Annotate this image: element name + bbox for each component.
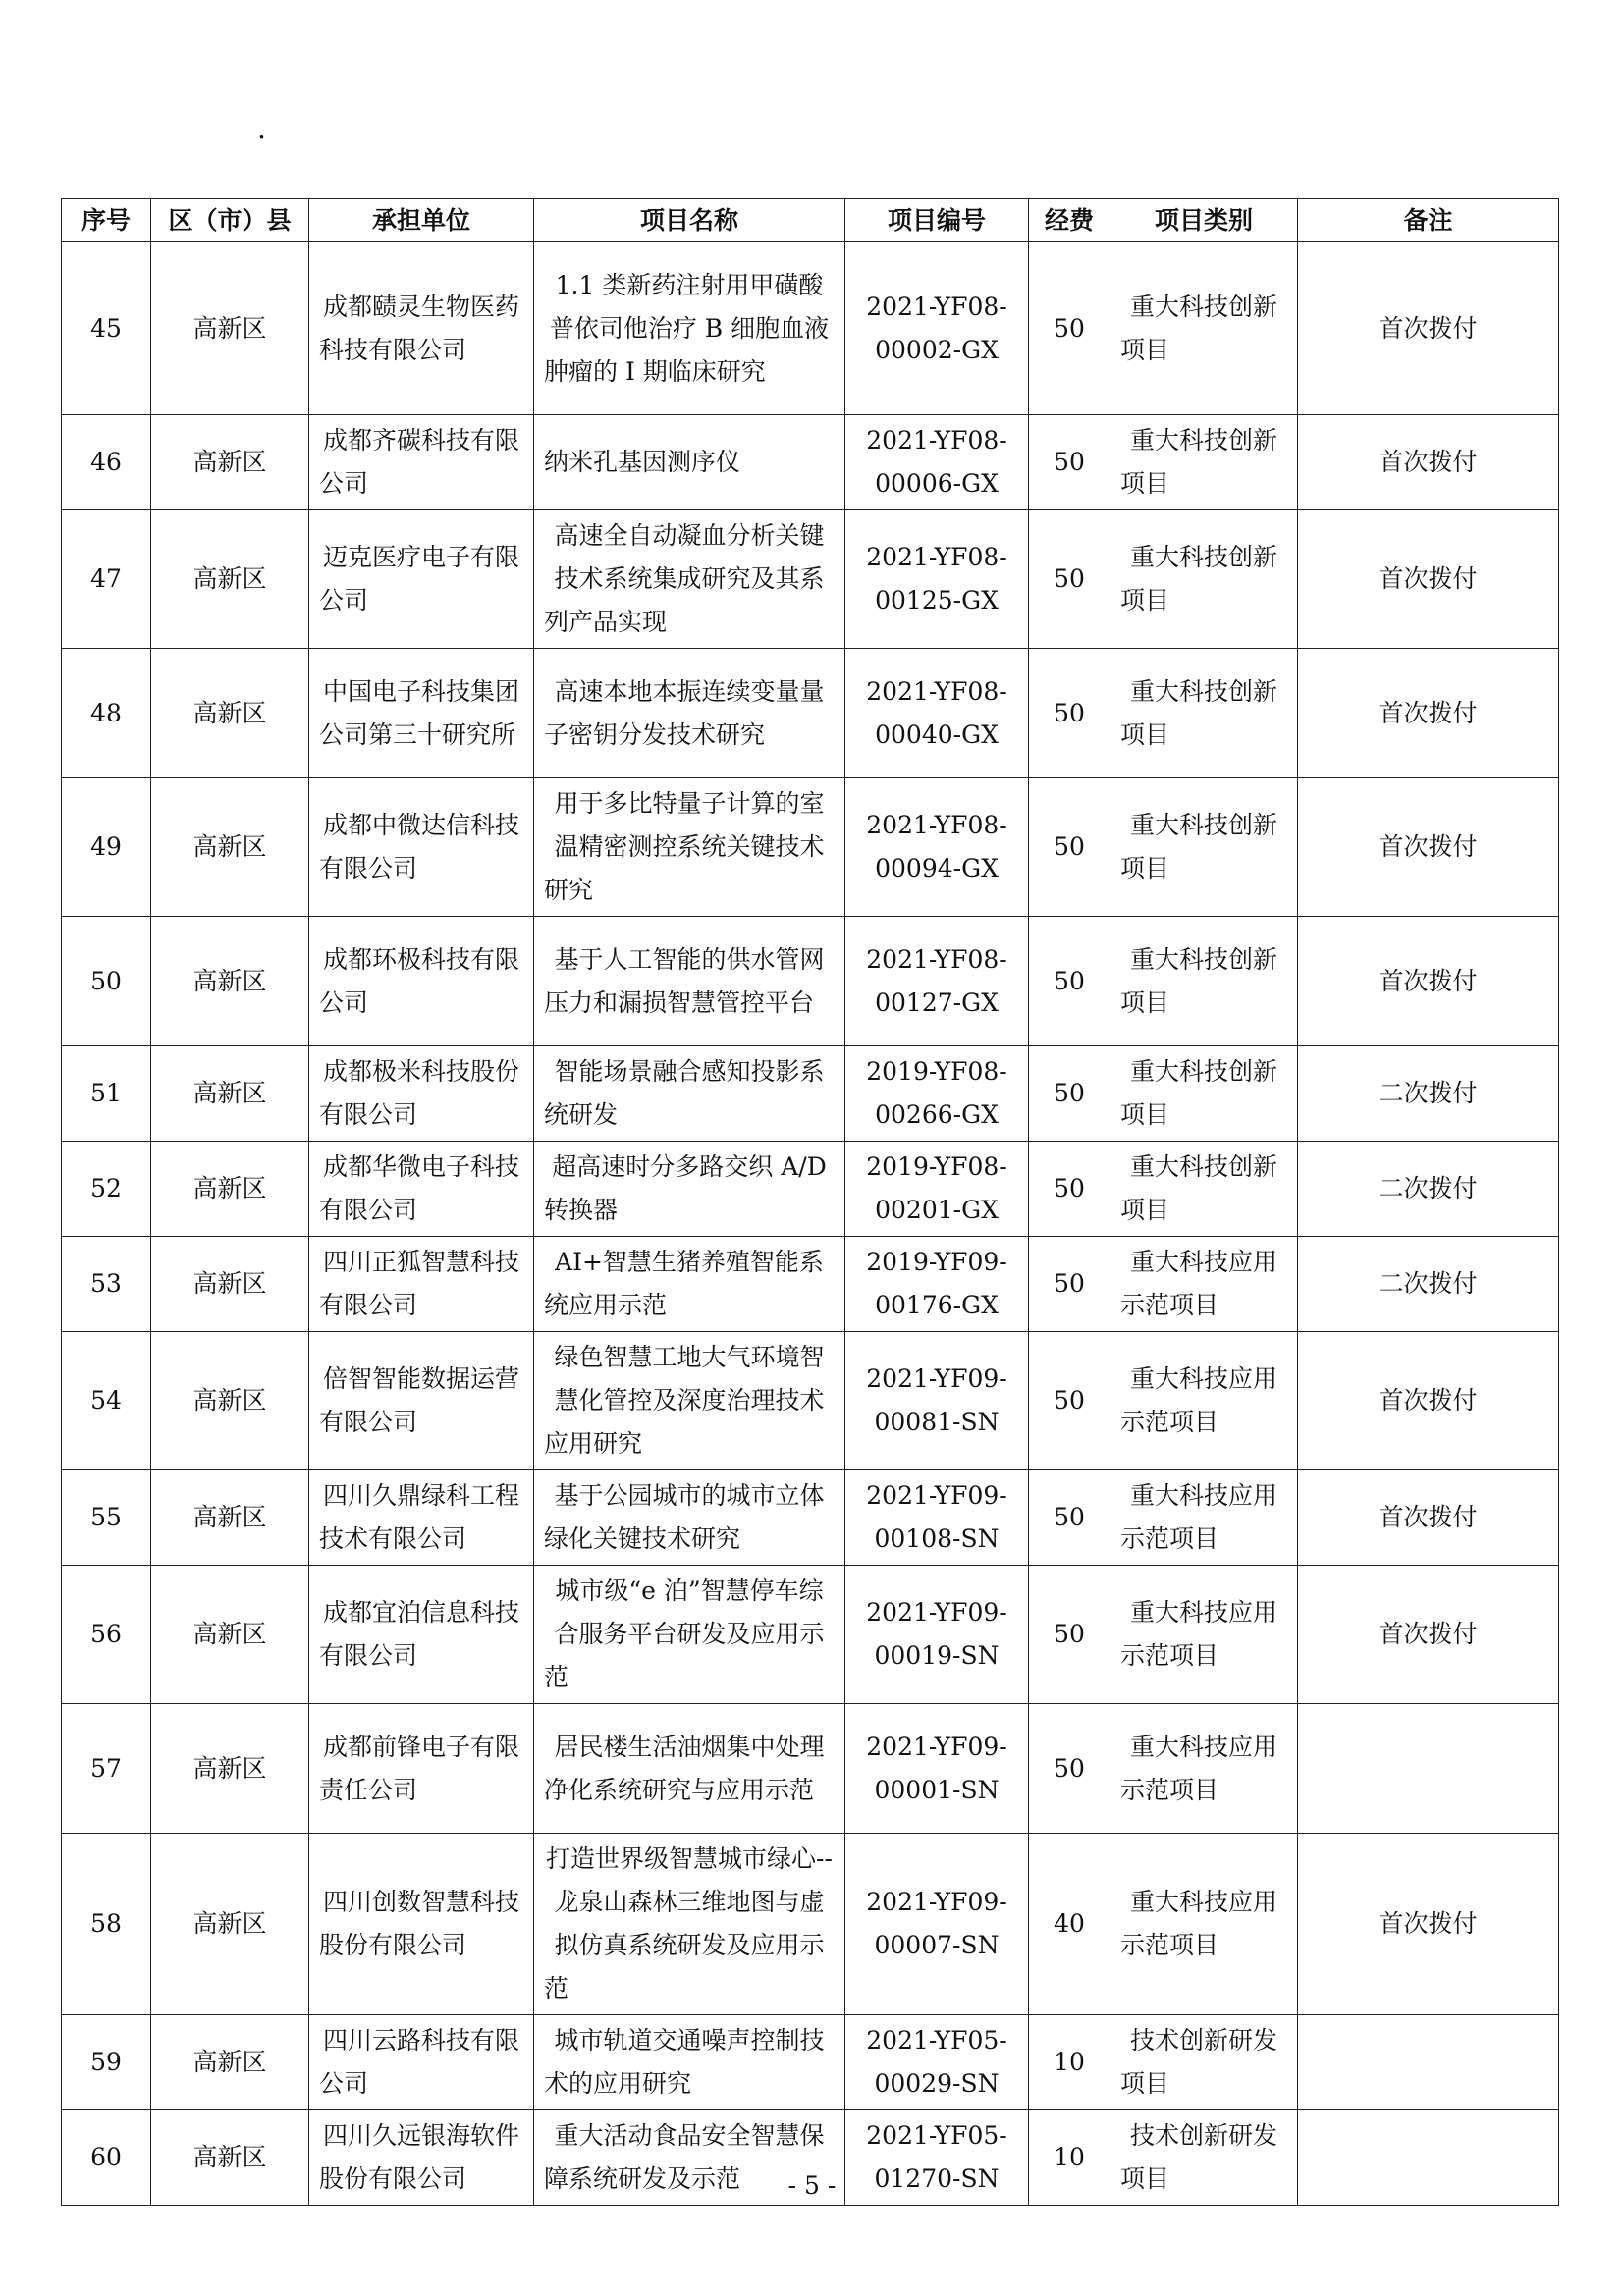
cell-no: 46 bbox=[62, 415, 151, 510]
table-row bbox=[62, 1046, 1559, 1142]
cell-category: 重大科技应用示范项目 bbox=[1110, 1237, 1298, 1332]
table-row bbox=[62, 1566, 1559, 1704]
cell-code: 2019-YF08-00201-GX bbox=[845, 1142, 1029, 1237]
cell-funding: 50 bbox=[1029, 917, 1110, 1046]
cell-district: 高新区 bbox=[151, 2015, 309, 2110]
table-row bbox=[62, 415, 1559, 510]
cell-project: 基于人工智能的供水管网压力和漏损智慧管控平台 bbox=[534, 917, 845, 1046]
cell-project: 用于多比特量子计算的室温精密测控系统关键技术研究 bbox=[534, 778, 845, 917]
cell-no: 59 bbox=[62, 2015, 151, 2110]
cell-no: 47 bbox=[62, 510, 151, 649]
cell-code: 2021-YF08-00002-GX bbox=[845, 242, 1029, 415]
cell-category: 重大科技应用示范项目 bbox=[1110, 1470, 1298, 1566]
cell-unit: 成都华微电子科技有限公司 bbox=[309, 1142, 534, 1237]
cell-note bbox=[1298, 2015, 1559, 2110]
table-row bbox=[62, 649, 1559, 778]
cell-district: 高新区 bbox=[151, 1566, 309, 1704]
cell-note: 首次拨付 bbox=[1298, 242, 1559, 415]
cell-note: 首次拨付 bbox=[1298, 1834, 1559, 2015]
cell-project: 超高速时分多路交织 A/D 转换器 bbox=[534, 1142, 845, 1237]
cell-category: 技术创新研发项目 bbox=[1110, 2110, 1298, 2206]
table-row bbox=[62, 1704, 1559, 1834]
col-header-unit: 承担单位 bbox=[309, 199, 534, 242]
table-row bbox=[62, 242, 1559, 415]
cell-funding: 50 bbox=[1029, 1332, 1110, 1470]
col-header-code: 项目编号 bbox=[845, 199, 1029, 242]
cell-note: 首次拨付 bbox=[1298, 778, 1559, 917]
table-row bbox=[62, 778, 1559, 917]
cell-note: 首次拨付 bbox=[1298, 917, 1559, 1046]
cell-category: 重大科技创新项目 bbox=[1110, 415, 1298, 510]
cell-code: 2021-YF05-01270-SN bbox=[845, 2110, 1029, 2206]
cell-district: 高新区 bbox=[151, 1704, 309, 1834]
cell-no: 51 bbox=[62, 1046, 151, 1142]
cell-funding: 40 bbox=[1029, 1834, 1110, 2015]
cell-unit: 四川久远银海软件股份有限公司 bbox=[309, 2110, 534, 2206]
cell-district: 高新区 bbox=[151, 1046, 309, 1142]
cell-no: 52 bbox=[62, 1142, 151, 1237]
cell-unit: 四川久鼎绿科工程技术有限公司 bbox=[309, 1470, 534, 1566]
cell-category: 重大科技创新项目 bbox=[1110, 1142, 1298, 1237]
cell-project: 智能场景融合感知投影系统研发 bbox=[534, 1046, 845, 1142]
cell-project: AI+智慧生猪养殖智能系统应用示范 bbox=[534, 1237, 845, 1332]
col-header-project: 项目名称 bbox=[534, 199, 845, 242]
cell-category: 重大科技创新项目 bbox=[1110, 510, 1298, 649]
cell-code: 2021-YF08-00094-GX bbox=[845, 778, 1029, 917]
cell-no: 45 bbox=[62, 242, 151, 415]
cell-funding: 50 bbox=[1029, 649, 1110, 778]
cell-funding: 50 bbox=[1029, 242, 1110, 415]
cell-no: 60 bbox=[62, 2110, 151, 2206]
cell-note: 首次拨付 bbox=[1298, 1566, 1559, 1704]
table-row bbox=[62, 1834, 1559, 2015]
cell-district: 高新区 bbox=[151, 1237, 309, 1332]
table-row bbox=[62, 510, 1559, 649]
table-row bbox=[62, 1237, 1559, 1332]
cell-district: 高新区 bbox=[151, 1834, 309, 2015]
cell-district: 高新区 bbox=[151, 415, 309, 510]
cell-no: 55 bbox=[62, 1470, 151, 1566]
cell-category: 重大科技应用示范项目 bbox=[1110, 1566, 1298, 1704]
cell-district: 高新区 bbox=[151, 510, 309, 649]
cell-code: 2019-YF08-00266-GX bbox=[845, 1046, 1029, 1142]
cell-code: 2019-YF09-00176-GX bbox=[845, 1237, 1029, 1332]
cell-unit: 倍智智能数据运营有限公司 bbox=[309, 1332, 534, 1470]
cell-category: 技术创新研发项目 bbox=[1110, 2015, 1298, 2110]
col-header-funding: 经费 bbox=[1029, 199, 1110, 242]
cell-code: 2021-YF09-00001-SN bbox=[845, 1704, 1029, 1834]
cell-project: 城市级“e 泊”智慧停车综合服务平台研发及应用示范 bbox=[534, 1566, 845, 1704]
cell-category: 重大科技应用示范项目 bbox=[1110, 1332, 1298, 1470]
cell-project: 基于公园城市的城市立体绿化关键技术研究 bbox=[534, 1470, 845, 1566]
cell-project: 纳米孔基因测序仪 bbox=[534, 415, 845, 510]
cell-category: 重大科技创新项目 bbox=[1110, 917, 1298, 1046]
cell-funding: 50 bbox=[1029, 1470, 1110, 1566]
cell-funding: 50 bbox=[1029, 1142, 1110, 1237]
cell-unit: 成都环极科技有限公司 bbox=[309, 917, 534, 1046]
cell-no: 57 bbox=[62, 1704, 151, 1834]
cell-funding: 50 bbox=[1029, 778, 1110, 917]
cell-unit: 成都宜泊信息科技有限公司 bbox=[309, 1566, 534, 1704]
cell-note: 首次拨付 bbox=[1298, 1470, 1559, 1566]
cell-code: 2021-YF09-00081-SN bbox=[845, 1332, 1029, 1470]
cell-code: 2021-YF08-00127-GX bbox=[845, 917, 1029, 1046]
cell-code: 2021-YF08-00125-GX bbox=[845, 510, 1029, 649]
cell-no: 50 bbox=[62, 917, 151, 1046]
table-row bbox=[62, 2015, 1559, 2110]
cell-unit: 成都中微达信科技有限公司 bbox=[309, 778, 534, 917]
cell-category: 重大科技应用示范项目 bbox=[1110, 1704, 1298, 1834]
table-row bbox=[62, 917, 1559, 1046]
cell-note: 首次拨付 bbox=[1298, 510, 1559, 649]
page-number: - 5 - bbox=[787, 2171, 837, 2200]
cell-unit: 成都齐碳科技有限公司 bbox=[309, 415, 534, 510]
col-header-no: 序号 bbox=[62, 199, 151, 242]
cell-code: 2021-YF09-00019-SN bbox=[845, 1566, 1029, 1704]
cell-funding: 50 bbox=[1029, 1566, 1110, 1704]
cell-district: 高新区 bbox=[151, 649, 309, 778]
header-mark: . bbox=[257, 113, 266, 145]
cell-project: 高速本地本振连续变量量子密钥分发技术研究 bbox=[534, 649, 845, 778]
cell-unit: 迈克医疗电子有限公司 bbox=[309, 510, 534, 649]
table-header bbox=[62, 199, 1559, 242]
cell-project: 绿色智慧工地大气环境智慧化管控及深度治理技术应用研究 bbox=[534, 1332, 845, 1470]
cell-code: 2021-YF05-00029-SN bbox=[845, 2015, 1029, 2110]
cell-project: 重大活动食品安全智慧保障系统研发及示范 bbox=[534, 2110, 845, 2206]
cell-category: 重大科技应用示范项目 bbox=[1110, 1834, 1298, 2015]
cell-code: 2021-YF08-00040-GX bbox=[845, 649, 1029, 778]
cell-note: 二次拨付 bbox=[1298, 1046, 1559, 1142]
cell-unit: 成都赜灵生物医药科技有限公司 bbox=[309, 242, 534, 415]
col-header-district: 区（市）县 bbox=[151, 199, 309, 242]
cell-funding: 10 bbox=[1029, 2015, 1110, 2110]
col-header-category: 项目类别 bbox=[1110, 199, 1298, 242]
cell-code: 2021-YF08-00006-GX bbox=[845, 415, 1029, 510]
cell-unit: 成都前锋电子有限责任公司 bbox=[309, 1704, 534, 1834]
cell-funding: 50 bbox=[1029, 415, 1110, 510]
header-row bbox=[62, 199, 1559, 242]
cell-no: 48 bbox=[62, 649, 151, 778]
cell-unit: 四川正狐智慧科技有限公司 bbox=[309, 1237, 534, 1332]
cell-funding: 50 bbox=[1029, 1046, 1110, 1142]
cell-project: 1.1 类新药注射用甲磺酸普依司他治疗 B 细胞血液肿瘤的 I 期临床研究 bbox=[534, 242, 845, 415]
cell-no: 53 bbox=[62, 1237, 151, 1332]
cell-district: 高新区 bbox=[151, 917, 309, 1046]
cell-funding: 50 bbox=[1029, 1704, 1110, 1834]
cell-unit: 四川创数智慧科技股份有限公司 bbox=[309, 1834, 534, 2015]
cell-project: 高速全自动凝血分析关键技术系统集成研究及其系列产品实现 bbox=[534, 510, 845, 649]
table-row bbox=[62, 1332, 1559, 1470]
table-body bbox=[62, 242, 1559, 2206]
cell-note: 首次拨付 bbox=[1298, 415, 1559, 510]
cell-project: 城市轨道交通噪声控制技术的应用研究 bbox=[534, 2015, 845, 2110]
cell-code: 2021-YF09-00007-SN bbox=[845, 1834, 1029, 2015]
cell-category: 重大科技创新项目 bbox=[1110, 1046, 1298, 1142]
cell-code: 2021-YF09-00108-SN bbox=[845, 1470, 1029, 1566]
cell-district: 高新区 bbox=[151, 1142, 309, 1237]
cell-funding: 10 bbox=[1029, 2110, 1110, 2206]
project-table bbox=[61, 198, 1559, 2206]
cell-note: 首次拨付 bbox=[1298, 1332, 1559, 1470]
cell-district: 高新区 bbox=[151, 242, 309, 415]
cell-district: 高新区 bbox=[151, 2110, 309, 2206]
cell-funding: 50 bbox=[1029, 1237, 1110, 1332]
cell-category: 重大科技创新项目 bbox=[1110, 649, 1298, 778]
cell-note: 二次拨付 bbox=[1298, 1237, 1559, 1332]
cell-no: 54 bbox=[62, 1332, 151, 1470]
cell-district: 高新区 bbox=[151, 1470, 309, 1566]
cell-district: 高新区 bbox=[151, 778, 309, 917]
cell-project: 居民楼生活油烟集中处理净化系统研究与应用示范 bbox=[534, 1704, 845, 1834]
cell-no: 58 bbox=[62, 1834, 151, 2015]
cell-category: 重大科技创新项目 bbox=[1110, 778, 1298, 917]
cell-project: 打造世界级智慧城市绿心--龙泉山森林三维地图与虚拟仿真系统研发及应用示范 bbox=[534, 1834, 845, 2015]
cell-note bbox=[1298, 1704, 1559, 1834]
cell-unit: 中国电子科技集团公司第三十研究所 bbox=[309, 649, 534, 778]
cell-no: 56 bbox=[62, 1566, 151, 1704]
cell-unit: 成都极米科技股份有限公司 bbox=[309, 1046, 534, 1142]
cell-no: 49 bbox=[62, 778, 151, 917]
cell-unit: 四川云路科技有限公司 bbox=[309, 2015, 534, 2110]
cell-note: 首次拨付 bbox=[1298, 649, 1559, 778]
cell-category: 重大科技创新项目 bbox=[1110, 242, 1298, 415]
cell-note: 二次拨付 bbox=[1298, 1142, 1559, 1237]
table-row bbox=[62, 1142, 1559, 1237]
table-row bbox=[62, 1470, 1559, 1566]
cell-district: 高新区 bbox=[151, 1332, 309, 1470]
cell-funding: 50 bbox=[1029, 510, 1110, 649]
col-header-note: 备注 bbox=[1298, 199, 1559, 242]
